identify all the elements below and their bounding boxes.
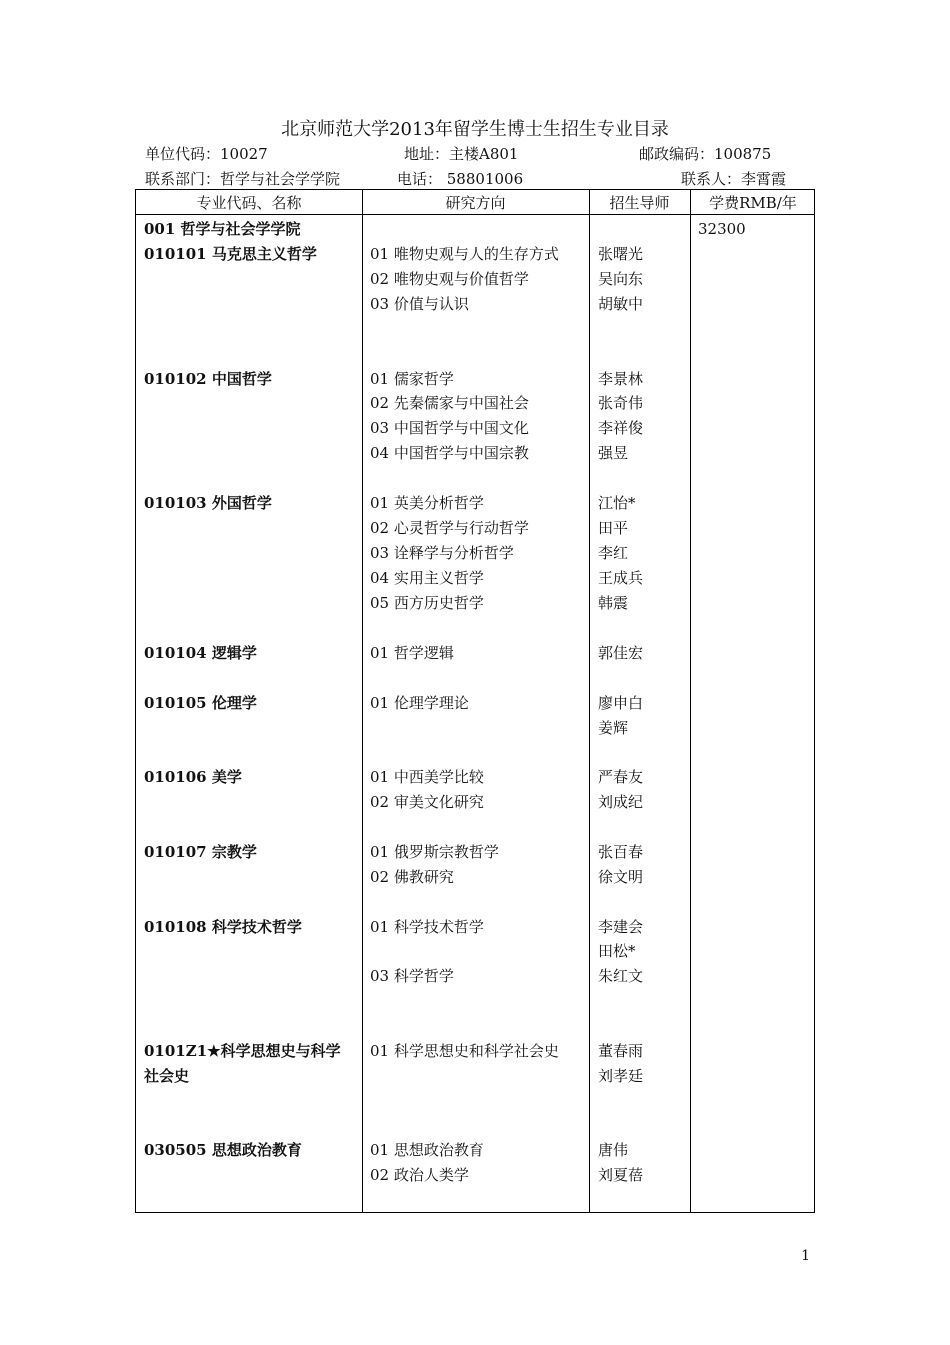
major-code-name: 010104 逻辑学 bbox=[144, 644, 257, 662]
tutor-name: 姜辉 bbox=[598, 719, 629, 737]
college-name: 001 哲学与社会学学院 bbox=[144, 220, 301, 238]
tutor-name: 韩震 bbox=[598, 594, 629, 612]
column-divider bbox=[362, 190, 363, 1212]
tutor-name: 郭佳宏 bbox=[598, 644, 644, 662]
program-table bbox=[135, 189, 815, 1213]
tutor-name: 强昱 bbox=[598, 444, 629, 462]
tutor-name: 王成兵 bbox=[598, 569, 644, 587]
column-divider bbox=[690, 190, 691, 1212]
page-number: 1 bbox=[801, 1248, 810, 1264]
tutor-name: 廖申白 bbox=[598, 694, 644, 712]
direction-item: 03 科学哲学 bbox=[370, 967, 454, 985]
direction-item: 05 西方历史哲学 bbox=[370, 594, 484, 612]
tutor-name: 严春友 bbox=[598, 768, 644, 786]
direction-item: 01 中西美学比较 bbox=[370, 768, 484, 786]
direction-item: 02 政治人类学 bbox=[370, 1166, 469, 1184]
header-direction: 研究方向 bbox=[445, 194, 506, 212]
direction-item: 02 佛教研究 bbox=[370, 868, 454, 886]
department: 联系部门：哲学与社会学学院 bbox=[145, 170, 341, 188]
phone: 电话： 58801006 bbox=[397, 170, 524, 188]
fee-value: 32300 bbox=[698, 220, 746, 238]
direction-item: 03 价值与认识 bbox=[370, 295, 469, 313]
postcode: 邮政编码：100875 bbox=[639, 145, 772, 163]
direction-item: 02 先秦儒家与中国社会 bbox=[370, 394, 529, 412]
tutor-name: 徐文明 bbox=[598, 868, 644, 886]
direction-item: 04 实用主义哲学 bbox=[370, 569, 484, 587]
major-code-name: 010108 科学技术哲学 bbox=[144, 918, 302, 936]
direction-item: 01 思想政治教育 bbox=[370, 1141, 484, 1159]
direction-item: 04 中国哲学与中国宗教 bbox=[370, 444, 529, 462]
header-tutor: 招生导师 bbox=[609, 194, 670, 212]
direction-item: 01 英美分析哲学 bbox=[370, 494, 484, 512]
major-code-name: 010106 美学 bbox=[144, 768, 242, 786]
direction-item: 03 诠释学与分析哲学 bbox=[370, 544, 514, 562]
direction-item: 01 科学思想史和科学社会史 bbox=[370, 1042, 559, 1060]
direction-item: 01 俄罗斯宗教哲学 bbox=[370, 843, 499, 861]
tutor-name: 江怡* bbox=[598, 494, 636, 512]
unit-code: 单位代码：10027 bbox=[145, 145, 268, 163]
contact: 联系人：李霄霞 bbox=[681, 170, 787, 188]
tutor-name: 董春雨 bbox=[598, 1042, 644, 1060]
tutor-name: 张百春 bbox=[598, 843, 644, 861]
page-title: 北京师范大学2013年留学生博士生招生专业目录 bbox=[281, 119, 669, 140]
major-code-name: 0101Z1★科学思想史与科学 bbox=[144, 1042, 341, 1060]
tutor-name: 田平 bbox=[598, 519, 629, 537]
tutor-name: 吴向东 bbox=[598, 270, 644, 288]
column-divider bbox=[589, 190, 590, 1212]
tutor-name: 张奇伟 bbox=[598, 394, 644, 412]
direction-item: 02 审美文化研究 bbox=[370, 793, 484, 811]
direction-item: 01 科学技术哲学 bbox=[370, 918, 484, 936]
tutor-name: 张曙光 bbox=[598, 245, 644, 263]
direction-item: 01 儒家哲学 bbox=[370, 370, 454, 388]
direction-item: 01 唯物史观与人的生存方式 bbox=[370, 245, 559, 263]
tutor-name: 刘成纪 bbox=[598, 793, 644, 811]
tutor-name: 胡敏中 bbox=[598, 295, 644, 313]
tutor-name: 田松* bbox=[598, 942, 636, 960]
tutor-name: 李祥俊 bbox=[598, 419, 644, 437]
header-fee: 学费RMB/年 bbox=[709, 194, 797, 212]
direction-item: 02 唯物史观与价值哲学 bbox=[370, 270, 529, 288]
major-code-name: 010105 伦理学 bbox=[144, 694, 257, 712]
tutor-name: 李建会 bbox=[598, 918, 644, 936]
tutor-name: 刘夏蓓 bbox=[598, 1166, 644, 1184]
direction-item: 02 心灵哲学与行动哲学 bbox=[370, 519, 529, 537]
tutor-name: 李红 bbox=[598, 544, 629, 562]
tutor-name: 刘孝廷 bbox=[598, 1067, 644, 1085]
tutor-name: 唐伟 bbox=[598, 1141, 629, 1159]
major-code-name: 010101 马克思主义哲学 bbox=[144, 245, 317, 263]
major-code-name: 030505 思想政治教育 bbox=[144, 1141, 302, 1159]
tutor-name: 李景林 bbox=[598, 370, 644, 388]
direction-item: 03 中国哲学与中国文化 bbox=[370, 419, 529, 437]
major-code-name: 010102 中国哲学 bbox=[144, 370, 272, 388]
address: 地址：主楼A801 bbox=[404, 145, 519, 163]
major-code-name: 010107 宗教学 bbox=[144, 843, 257, 861]
direction-item: 01 伦理学理论 bbox=[370, 694, 469, 712]
direction-item: 01 哲学逻辑 bbox=[370, 644, 454, 662]
tutor-name: 朱红文 bbox=[598, 967, 644, 985]
major-code-name: 010103 外国哲学 bbox=[144, 494, 272, 512]
header-code: 专业代码、名称 bbox=[196, 194, 302, 212]
header-divider bbox=[136, 214, 814, 215]
major-code-name-cont: 社会史 bbox=[144, 1067, 190, 1085]
